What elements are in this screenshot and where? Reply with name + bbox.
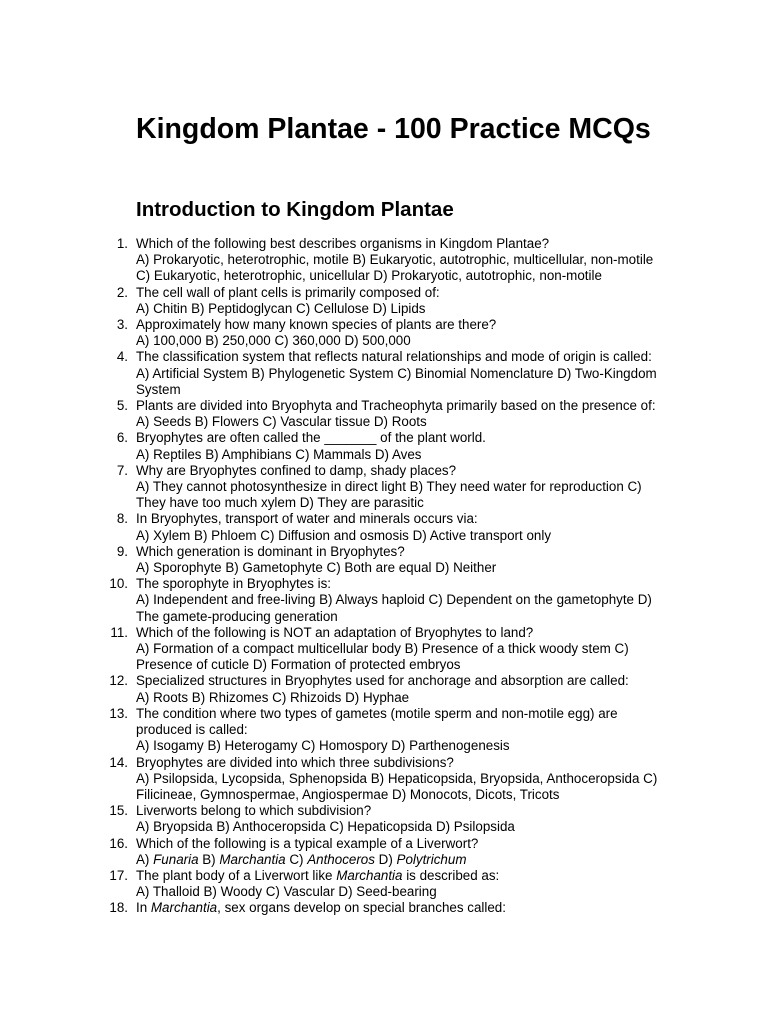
question-item — [104, 544, 684, 576]
question-text: Specialized structures in Bryophytes used for anchorage and absorption are called: — [136, 673, 629, 689]
question-item — [104, 317, 684, 349]
answer-options — [136, 884, 684, 900]
question-text: Which generation is dominant in Bryophytes? — [136, 543, 405, 559]
text-segment: Which of the following is a typical example of a Liverwort? — [136, 835, 479, 851]
species-name: Polytrichum — [396, 851, 467, 867]
text-segment: In — [136, 900, 151, 916]
question-item — [104, 868, 684, 900]
question-number: 2. — [116, 284, 128, 300]
question-number: 18. — [109, 900, 128, 916]
text-segment: is described as: — [402, 867, 500, 883]
question-item — [104, 349, 684, 398]
question-text: Plants are divided into Bryophyta and Tracheophyta primarily based on the presence of: — [136, 398, 656, 414]
question-item — [104, 900, 684, 916]
question-text: Approximately how many known species of plants are there? — [136, 317, 497, 333]
question-text — [136, 900, 684, 916]
question-number: 9. — [116, 543, 128, 559]
answer-options: System — [136, 381, 181, 397]
answer-options: A) They cannot photosynthesize in direct light B) They need water for reproduction C) — [136, 479, 642, 495]
answer-options: A) Prokaryotic, heterotrophic, motile B) Eukaryotic, autotrophic, multicellular, non-motile — [136, 252, 654, 268]
text-segment: B) — [198, 851, 220, 867]
answer-options: A) Roots B) Rhizomes C) Rhizoids D) Hyphae — [136, 689, 410, 705]
answer-options: A) Artificial System B) Phylogenetic System C) Binomial Nomenclature D) Two-Kingdom — [136, 365, 657, 381]
question-text: Which of the following best describes organisms in Kingdom Plantae? — [136, 236, 550, 251]
answer-options: Filicineae, Gymnospermae, Angiospermae D) Monocots, Dicots, Tricots — [136, 786, 560, 802]
question-number: 7. — [116, 462, 128, 478]
question-number: 13. — [109, 705, 128, 721]
answer-options: produced is called: — [136, 722, 248, 738]
question-number: 16. — [109, 835, 128, 851]
answer-options: A) Psilopsida, Lycopsida, Sphenopsida B) Hepaticopsida, Bryopsida, Anthoceropsida C) — [136, 770, 658, 786]
question-item — [104, 285, 684, 317]
text-segment: A) — [136, 851, 154, 867]
question-item — [104, 755, 684, 804]
question-item — [104, 430, 684, 462]
question-text: In Bryophytes, transport of water and minerals occurs via: — [136, 511, 478, 527]
answer-options: A) 100,000 B) 250,000 C) 360,000 D) 500,000 — [136, 333, 411, 349]
question-list — [104, 236, 684, 917]
question-number: 12. — [109, 673, 128, 689]
question-item — [104, 803, 684, 835]
species-name: Funaria — [153, 851, 199, 867]
answer-options: A) Chitin B) Peptidoglycan C) Cellulose D) Lipids — [136, 300, 426, 316]
question-item — [104, 511, 684, 543]
question-text: Liverworts belong to which subdivision? — [136, 803, 372, 819]
question-number: 17. — [109, 867, 128, 883]
species-name: Marchantia — [336, 867, 403, 883]
question-number: 8. — [116, 511, 128, 527]
question-number: 1. — [116, 236, 128, 251]
question-text: Bryophytes are often called the _______ of the plant world. — [136, 430, 486, 446]
question-item — [104, 576, 684, 625]
question-item — [104, 836, 684, 868]
question-text — [136, 868, 684, 884]
answer-options: The gamete-producing generation — [136, 608, 338, 624]
question-text: The condition where two types of gametes (motile sperm and non-motile egg) are — [136, 705, 618, 721]
question-number: 6. — [116, 430, 128, 446]
question-text: Which of the following is NOT an adaptation of Bryophytes to land? — [136, 624, 534, 640]
answer-options: C) Eukaryotic, heterotrophic, unicellular D) Prokaryotic, autotrophic, non-motile — [136, 268, 602, 284]
question-number: 15. — [109, 803, 128, 819]
question-text: The sporophyte in Bryophytes is: — [136, 576, 332, 592]
answer-options: A) Independent and free-living B) Always haploid C) Dependent on the gametophyte D) — [136, 592, 652, 608]
page-title: Kingdom Plantae - 100 Practice MCQs — [136, 113, 651, 145]
question-number: 4. — [116, 349, 128, 365]
question-item — [104, 706, 684, 755]
species-name: Marchantia — [219, 851, 286, 867]
question-item — [104, 625, 684, 674]
question-number: 11. — [110, 624, 128, 640]
answer-options: A) Xylem B) Phloem C) Diffusion and osmosis D) Active transport only — [136, 527, 552, 543]
answer-options: Presence of cuticle D) Formation of protected embryos — [136, 657, 461, 673]
question-text: The cell wall of plant cells is primarily composed of: — [136, 284, 440, 300]
text-segment: D) — [374, 851, 397, 867]
question-item — [104, 463, 684, 512]
text-segment: The plant body of a Liverwort like — [136, 867, 337, 883]
answer-options: A) Seeds B) Flowers C) Vascular tissue D) Roots — [136, 414, 427, 430]
question-text: Bryophytes are divided into which three subdivisions? — [136, 754, 454, 770]
question-item — [104, 398, 684, 430]
answer-options: A) Sporophyte B) Gametophyte C) Both are equal D) Neither — [136, 560, 497, 576]
section-heading: Introduction to Kingdom Plantae — [136, 198, 454, 221]
question-number: 3. — [116, 317, 128, 333]
answer-options — [136, 852, 684, 868]
answer-options: A) Formation of a compact multicellular body B) Presence of a thick woody stem C) — [136, 641, 629, 657]
question-number: 14. — [109, 754, 128, 770]
text-segment: C) — [285, 851, 308, 867]
question-number: 10. — [109, 576, 128, 592]
answer-options: They have too much xylem D) They are parasitic — [136, 495, 424, 511]
question-item — [104, 673, 684, 705]
text-segment: A) Thalloid B) Woody C) Vascular D) Seed-bearing — [136, 884, 437, 900]
text-segment: , sex organs develop on special branches called: — [217, 900, 506, 916]
question-number: 5. — [116, 398, 128, 414]
answer-options: A) Isogamy B) Heterogamy C) Homospory D) Parthenogenesis — [136, 738, 510, 754]
answer-options: A) Bryopsida B) Anthoceropsida C) Hepaticopsida D) Psilopsida — [136, 819, 515, 835]
question-text: The classification system that reflects natural relationships and mode of origin is called: — [136, 349, 652, 365]
question-item — [104, 236, 684, 285]
question-text: Why are Bryophytes confined to damp, shady places? — [136, 462, 457, 478]
answer-options: A) Reptiles B) Amphibians C) Mammals D) Aves — [136, 446, 422, 462]
species-name: Marchantia — [150, 900, 218, 916]
question-text — [136, 836, 684, 852]
species-name: Anthoceros — [307, 851, 375, 867]
